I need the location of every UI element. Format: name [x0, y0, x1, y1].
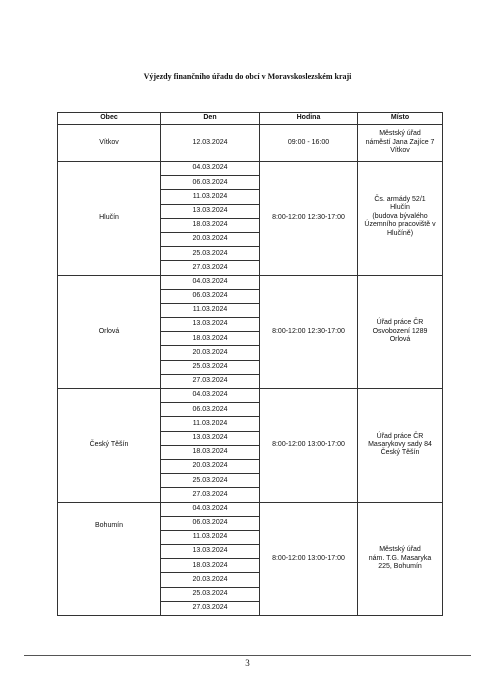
date-cell: 27.03.2024: [161, 374, 260, 388]
date-cell: 04.03.2024: [161, 162, 260, 176]
place-line: Městský úřad: [379, 546, 421, 554]
place-line: Hlučín: [390, 204, 410, 212]
column-header-day: Den: [161, 113, 260, 125]
date-cell: 06.03.2024: [161, 289, 260, 303]
place-line: Úřad práce ČR: [376, 432, 424, 440]
date-cell: 13.03.2024: [161, 318, 260, 332]
schedule-body: [58, 125, 443, 616]
date-cell: 25.03.2024: [161, 587, 260, 601]
place-line: nám. T.G. Masaryka: [368, 554, 432, 562]
municipality-cell: Hlučín: [58, 162, 161, 276]
municipality-cell: Vítkov: [58, 125, 161, 162]
page-title: Výjezdy finančního úřadu do obcí v Moravskoslezském kraji: [143, 72, 352, 81]
table-row: [58, 162, 443, 176]
place-line: náměstí Jana Zajíce 7: [365, 138, 435, 146]
date-cell: 06.03.2024: [161, 403, 260, 417]
hours-cell: 8:00-12:00 13:00-17:00: [260, 389, 358, 503]
date-cell: 11.03.2024: [161, 303, 260, 317]
date-cell: 20.03.2024: [161, 346, 260, 360]
municipality-cell: Český Těšín: [58, 389, 161, 503]
place-line: Osvobození 1289: [372, 327, 428, 335]
table-row: [58, 502, 443, 516]
place-line: Masarykovy sady 84: [368, 441, 432, 449]
place-cell: [358, 275, 443, 389]
schedule-table: [57, 112, 443, 616]
date-cell: 06.03.2024: [161, 516, 260, 530]
hours-cell: 8:00-12:00 13:00-17:00: [260, 502, 358, 616]
place-cell: [358, 162, 443, 276]
date-cell: 18.03.2024: [161, 218, 260, 232]
table-header-row: [58, 113, 443, 125]
date-cell: 18.03.2024: [161, 445, 260, 459]
date-cell: 18.03.2024: [161, 332, 260, 346]
place-cell: [358, 389, 443, 503]
hours-cell: 09:00 - 16:00: [260, 125, 358, 162]
place-line: Úřad práce ČR: [376, 319, 424, 327]
place-line: 225, Bohumín: [378, 562, 422, 570]
column-header-municipality: Obec: [58, 113, 161, 125]
date-cell: 25.03.2024: [161, 474, 260, 488]
hours-cell: 8:00-12:00 12:30-17:00: [260, 162, 358, 276]
date-cell: 13.03.2024: [161, 204, 260, 218]
date-cell: 04.03.2024: [161, 502, 260, 516]
footer-divider: [24, 655, 471, 656]
place-cell: [358, 502, 443, 616]
place-line: Čs. armády 52/1: [374, 196, 426, 203]
date-cell: 27.03.2024: [161, 488, 260, 502]
place-line: Městský úřad: [379, 130, 421, 138]
hours-cell: 8:00-12:00 12:30-17:00: [260, 275, 358, 389]
date-cell: 12.03.2024: [161, 125, 260, 162]
place-line: Územního pracoviště v: [364, 221, 436, 229]
page-number: 3: [245, 658, 250, 668]
date-cell: 20.03.2024: [161, 232, 260, 246]
place-line: Hlučíně): [386, 229, 414, 237]
place-line: (budova bývalého: [372, 212, 428, 220]
date-cell: 18.03.2024: [161, 559, 260, 573]
date-cell: 20.03.2024: [161, 573, 260, 587]
column-header-hours: Hodina: [260, 113, 358, 125]
date-cell: 11.03.2024: [161, 417, 260, 431]
place-line: Český Těšín: [380, 449, 420, 457]
municipality-cell: Orlová: [58, 275, 161, 389]
date-cell: 25.03.2024: [161, 247, 260, 261]
date-cell: 25.03.2024: [161, 360, 260, 374]
column-header-place: Místo: [358, 113, 443, 125]
date-cell: 13.03.2024: [161, 431, 260, 445]
place-line: Vítkov: [390, 147, 410, 155]
date-cell: 11.03.2024: [161, 530, 260, 544]
date-cell: 06.03.2024: [161, 176, 260, 190]
table-row: [58, 125, 443, 162]
municipality-cell: Bohumín: [58, 502, 161, 616]
date-cell: 04.03.2024: [161, 389, 260, 403]
date-cell: 27.03.2024: [161, 601, 260, 615]
place-line: Orlová: [389, 335, 411, 343]
table-row: [58, 275, 443, 289]
date-cell: 13.03.2024: [161, 545, 260, 559]
table-row: [58, 389, 443, 403]
date-cell: 20.03.2024: [161, 459, 260, 473]
date-cell: 11.03.2024: [161, 190, 260, 204]
date-cell: 27.03.2024: [161, 261, 260, 275]
place-cell: [358, 125, 443, 162]
date-cell: 04.03.2024: [161, 275, 260, 289]
